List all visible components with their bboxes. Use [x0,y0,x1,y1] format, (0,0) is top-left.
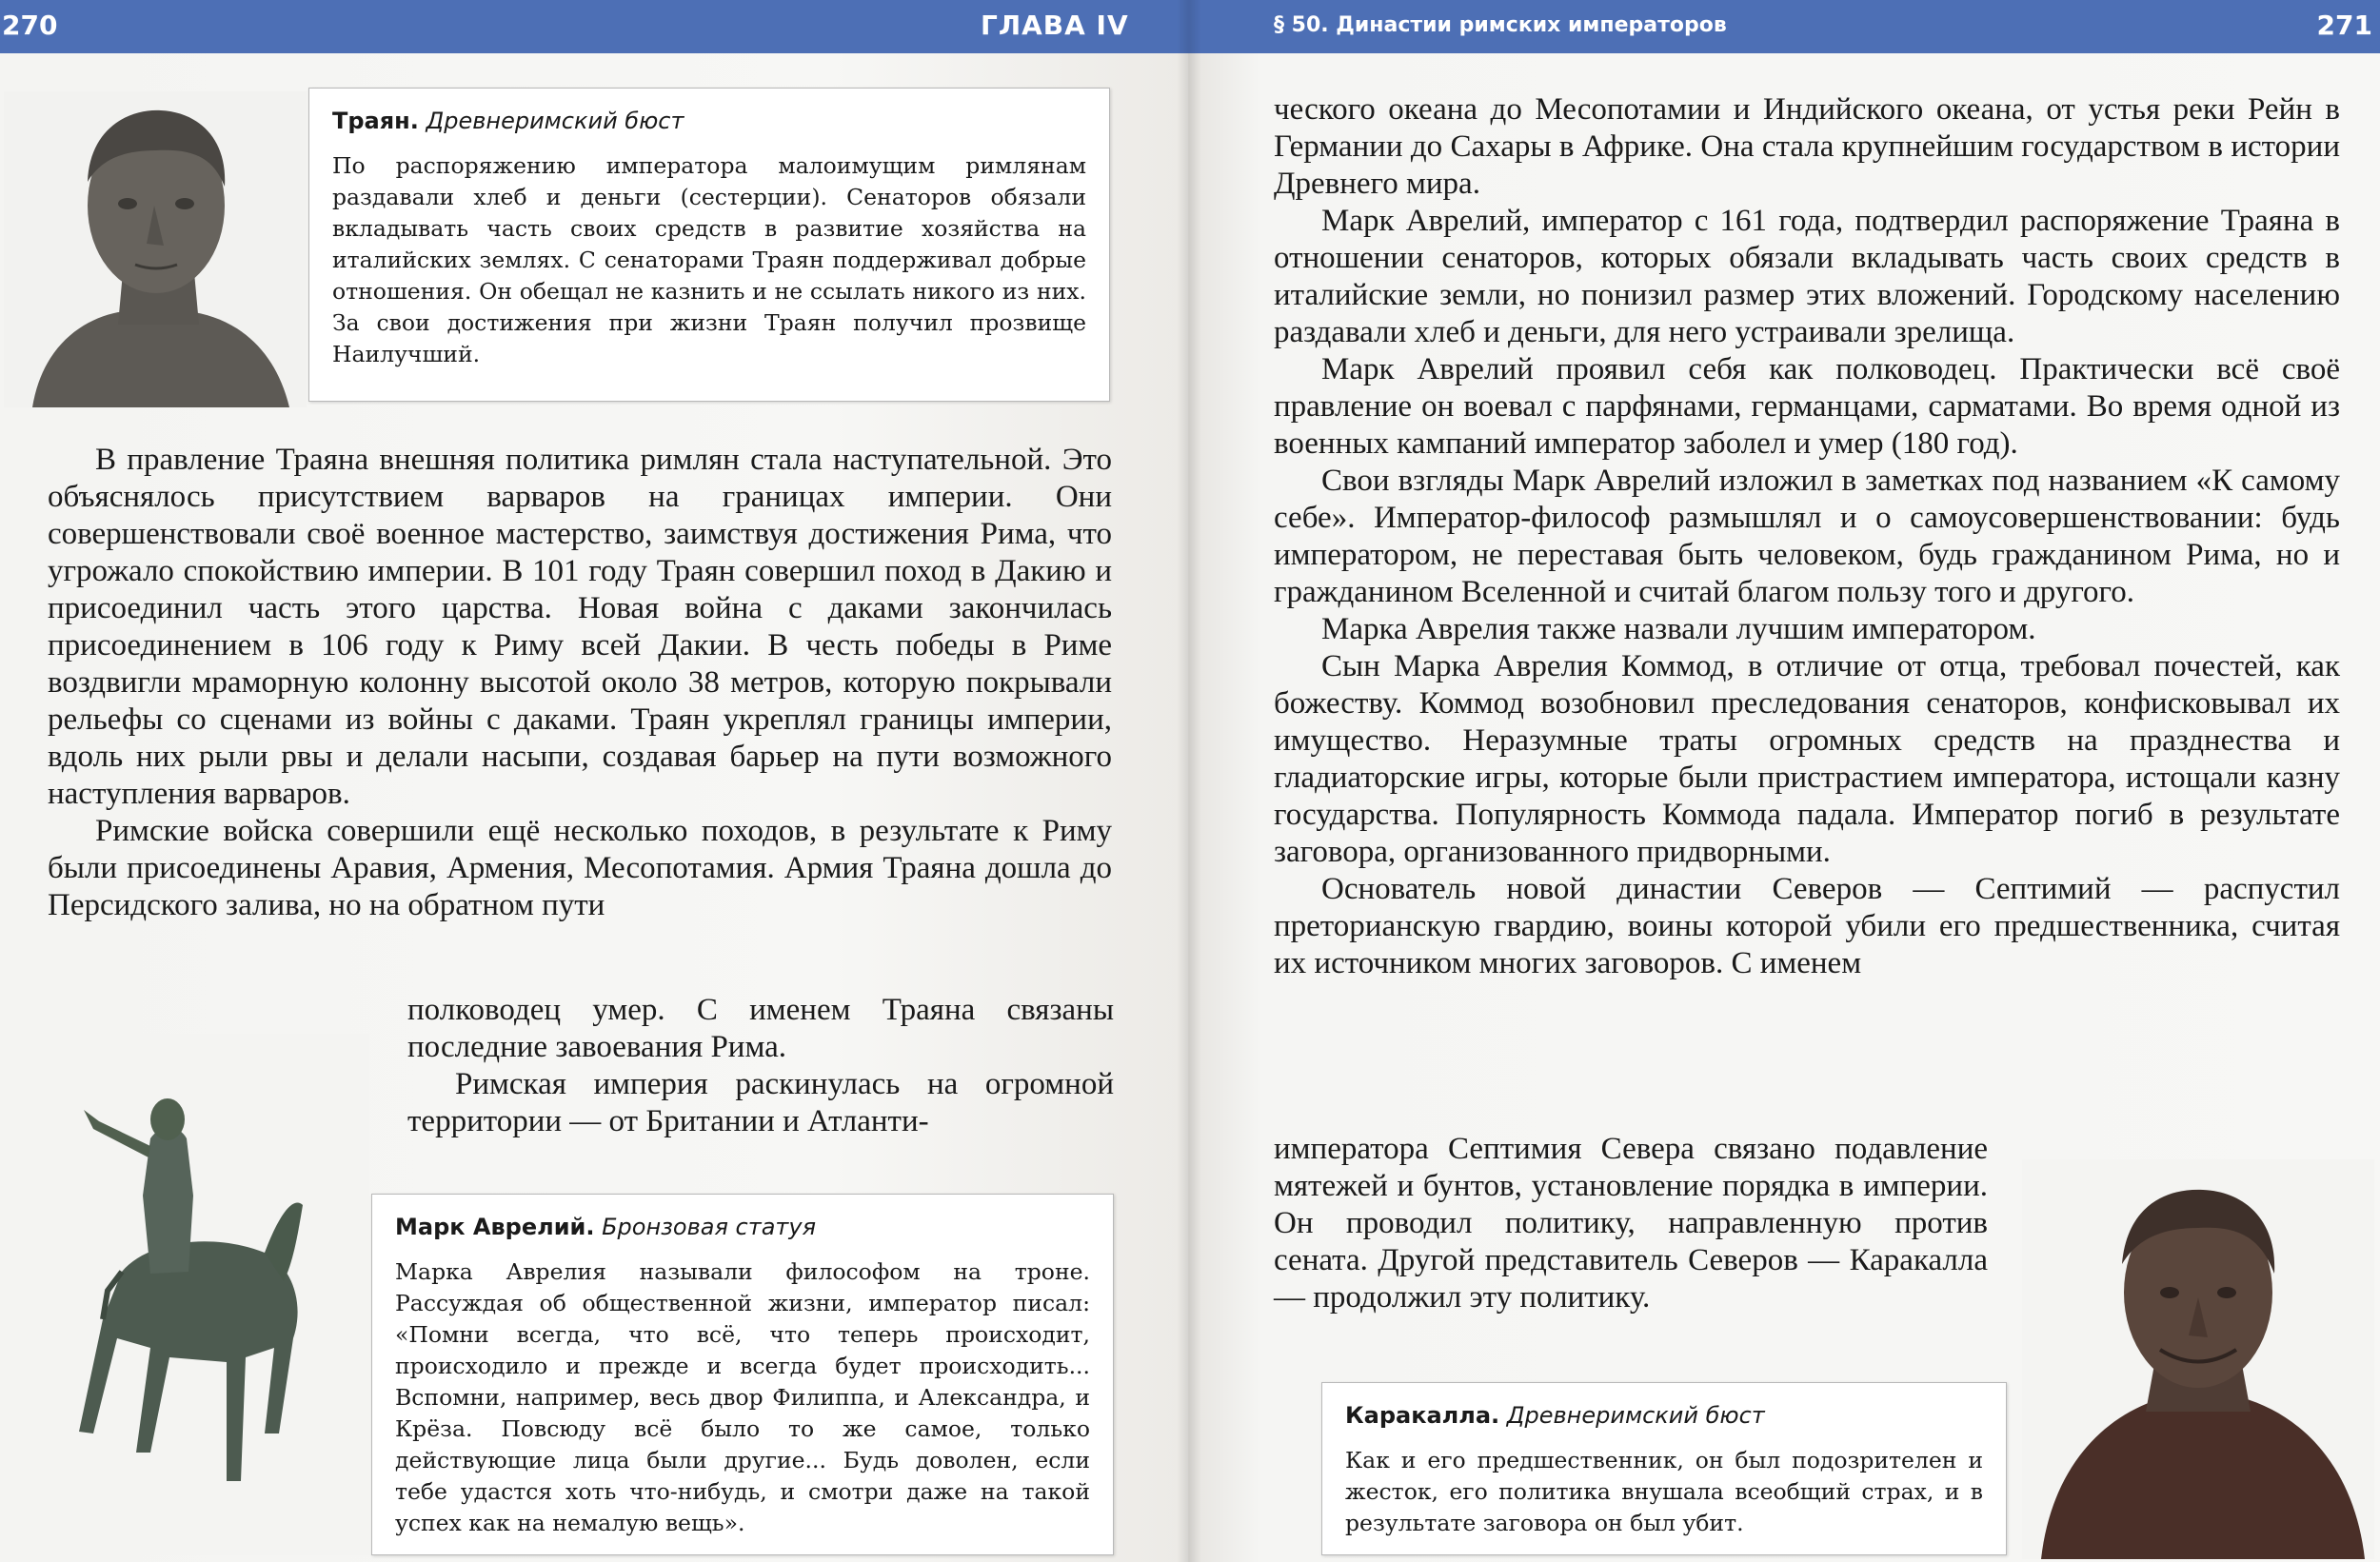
left-running-head [0,0,1188,53]
left-body-text-narrow [407,992,1114,1140]
paragraph: Основатель новой династии Северов — Септимий — распустил преторианскую гвардию, воины которой убили его предшественника, считая их источником многих заговоров. С именем [1274,872,2340,980]
paragraph: Марк Аврелий проявил себя как полководец. Практически всё своё правление он воевал с парфянами, германцами, сарматами. Во время одной из военных кампаний император заболел и умер (180 год). [1274,352,2340,461]
caracalla-bust-image [2022,1159,2374,1559]
left-page [0,0,1188,1562]
paragraph: Римская империя раскинулась на огромной территории — от Британии и Атланти- [407,1067,1114,1138]
caption-name: Марк Аврелий. [395,1214,595,1240]
trajan-caption [308,88,1110,402]
paragraph: Марк Аврелий, император с 161 года, подтвердил распоряжение Траяна в отношении сенаторов, которых обязали вкладывать часть своих средств в италийские земли, но понизил размер этих вложений. Городскому населению раздавали хлеб и деньги, для него устраивали зрелища. [1274,204,2340,349]
caption-title [395,1212,1090,1243]
right-running-head [1188,0,2380,53]
caption-title [1345,1400,1983,1432]
caption-text: По распоряжению императора малоимущим римлянам раздавали хлеб и деньги (сестерции). Сенаторов обязали вкладывать часть своих средств в развитие хозяйства на италийских землях. С сенаторами Траян поддерживал добрые отношения. Он обещал не казнить и не ссылать никого из них. За свои достижения при жизни Траян получил прозвище Наилучший. [332,152,1086,367]
right-body-text [1274,91,2340,982]
caption-subtitle: Бронзовая статуя [602,1214,817,1240]
paragraph: В правление Траяна внешняя политика римлян стала наступательной. Это объяснялось присутствием варваров на границах империи. Они совершенствовали своё военное мастерство, заимствуя достижения Рима, что угрожало спокойствию империи. В 101 году Траян совершил поход в Дакию и присоединил часть этого царства. Новая война с даками закончилась присоединением в 106 году к Риму всей Дакии. В честь победы в Риме воздвигли мраморную колонну высотой около 38 метров, которую покрывали рельефы со сценами из войны с даками. Траян укреплял границы империи, вдоль них рыли рвы и делали насыпи, создавая барьер на пути возможного наступления варваров. [48,443,1112,811]
caption-subtitle: Древнеримский бюст [1506,1402,1765,1429]
caption-text: Марка Аврелия называли философом на троне. Рассуждая об общественной жизни, император писал: «Помни всегда, что всё, что теперь происходит, происходило и прежде и всегда будет происходить... Вспомни, например, весь двор Филиппа, и Александра, и Крёза. Повсюду всё было то же самое, только действующие лица были другие... Будь доволен, если тебе удастся хоть что-нибудь, и смотри даже на такой успех как на немалую вещь». [395,1258,1090,1536]
paragraph: Свои взгляды Марк Аврелий изложил в заметках под названием «К самому себе». Император-философ размышлял и о самоусовершенствовании: будь императором, не переставая быть человеком, будь гражданином Рима, но и гражданином Вселенной и считай благом пользу того и другого. [1274,464,2340,609]
paragraph: полководец умер. С именем Траяна связаны последние завоевания Рима. [407,993,1114,1064]
caption-subtitle: Древнеримский бюст [426,108,684,134]
paragraph: Римские войска совершили ещё несколько походов, в результате к Риму были присоединены Аравия, Армения, Месопотамия. Армия Траяна дошла до Персидского залива, но на обратном пути [48,814,1112,922]
paragraph: ческого океана до Месопотамии и Индийского океана, от устья реки Рейн в Германии до Сахары в Африке. Она стала крупнейшим государством в истории Древнего мира. [1274,92,2340,201]
paragraph: императора Септимия Севера связано подавление мятежей и бунтов, установление порядка в империи. Он проводил политику, направленную против сената. Другой представитель Северов — Каракалла — продолжил эту политику. [1274,1132,1988,1315]
paragraph: Марка Аврелия также назвали лучшим императором. [1321,612,2036,646]
right-page [1188,0,2380,1562]
chapter-title: ГЛАВА IV [981,10,1129,41]
page-number-right: 271 [2316,10,2372,41]
caption-text: Как и его предшественник, он был подозрителен и жесток, его политика внушала всеобщий страх, и в результате заговора он был убит. [1345,1447,1983,1536]
marcus-aurelius-statue-image [8,1034,369,1555]
caption-title [332,106,1086,137]
section-title: § 50. Династии римских императоров [1274,13,1727,37]
caracalla-caption [1321,1382,2007,1555]
trajan-bust-image [4,91,307,407]
marcus-caption [371,1194,1114,1555]
book-spine [1177,0,1201,1562]
paragraph: Сын Марка Аврелия Коммод, в отличие от отца, требовал почестей, как божеству. Коммод возобновил преследования сенаторов, конфисковывал их имущество. Неразумные траты огромных средств на празднества и гладиаторские игры, которые были пристрастием императора, истощали казну государства. Популярность Коммода падала. Император погиб в результате заговора, организованного придворными. [1274,649,2340,869]
right-body-text-narrow [1274,1131,1988,1316]
caption-name: Каракалла. [1345,1402,1500,1429]
left-body-text [48,442,1112,924]
caption-name: Траян. [332,108,419,134]
page-number-left: 270 [2,10,58,41]
